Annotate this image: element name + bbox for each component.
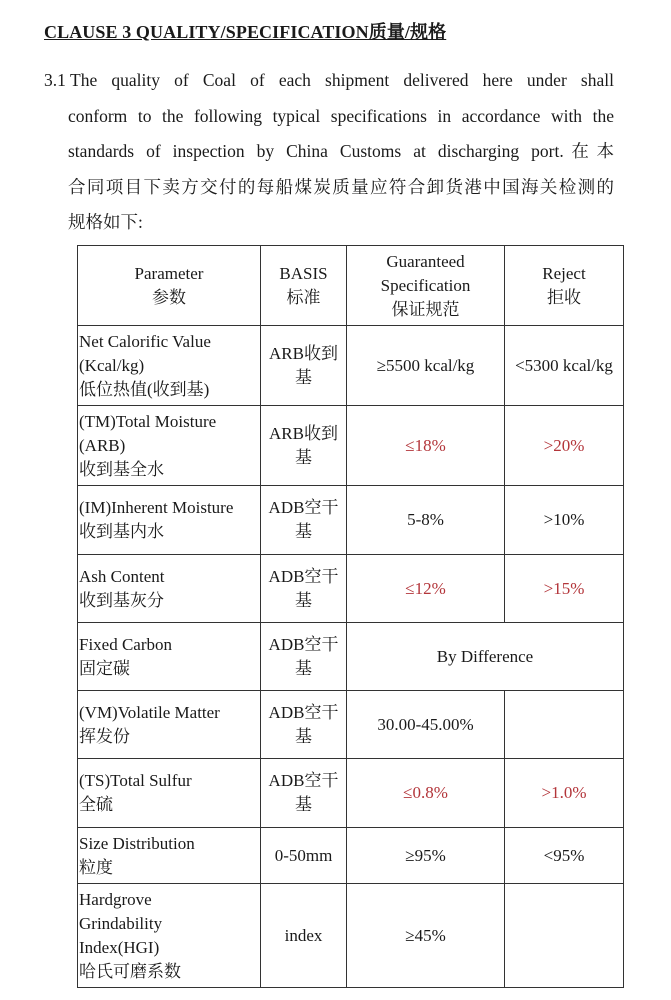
- param-cell: Net Calorific Value (Kcal/kg) 低位热值(收到基): [78, 326, 261, 406]
- table-row: [78, 759, 624, 828]
- guaranteed-cell: ≥45%: [347, 884, 505, 988]
- basis-cell: ADB空干 基: [261, 691, 347, 759]
- basis-cell: ADB空干 基: [261, 759, 347, 828]
- para-line-5: 规格如下:: [68, 212, 143, 232]
- table-row: [78, 486, 624, 555]
- table-row: [78, 623, 624, 691]
- guaranteed-cell: ≤18%: [347, 406, 505, 486]
- table-row: [78, 691, 624, 759]
- param-cell: (IM)Inherent Moisture 收到基内水: [78, 486, 261, 555]
- para-line-3: standards of inspection by China Customs at discharging port.在本: [68, 141, 614, 161]
- reject-cell: >15%: [505, 555, 624, 623]
- merged-spec-cell: By Difference: [347, 623, 624, 691]
- guaranteed-cell: ≤0.8%: [347, 759, 505, 828]
- guaranteed-cell: ≥5500 kcal/kg: [347, 326, 505, 406]
- header-basis: BASIS 标准: [261, 246, 347, 326]
- reject-cell: <95%: [505, 828, 624, 884]
- header-guaranteed-specification: Guaranteed Specification 保证规范: [347, 246, 505, 326]
- clause-heading: CLAUSE 3 QUALITY/SPECIFICATION质量/规格: [44, 22, 447, 42]
- table-row: [78, 326, 624, 406]
- clause-3-1-paragraph: [44, 63, 614, 241]
- reject-cell: [505, 884, 624, 988]
- basis-cell: ADB空干 基: [261, 486, 347, 555]
- basis-cell: index: [261, 884, 347, 988]
- reject-cell: >10%: [505, 486, 624, 555]
- reject-cell: [505, 691, 624, 759]
- param-cell: Hardgrove Grindability Index(HGI) 哈氏可磨系数: [78, 884, 261, 988]
- param-cell: (TS)Total Sulfur 全硫: [78, 759, 261, 828]
- basis-cell: ADB空干 基: [261, 555, 347, 623]
- guaranteed-cell: ≥95%: [347, 828, 505, 884]
- table-row: [78, 555, 624, 623]
- param-cell: (VM)Volatile Matter 挥发份: [78, 691, 261, 759]
- reject-cell: >1.0%: [505, 759, 624, 828]
- reject-cell: >20%: [505, 406, 624, 486]
- guaranteed-cell: ≤12%: [347, 555, 505, 623]
- param-cell: Ash Content 收到基灰分: [78, 555, 261, 623]
- basis-cell: ADB空干 基: [261, 623, 347, 691]
- reject-cell: <5300 kcal/kg: [505, 326, 624, 406]
- basis-cell: ARB收到 基: [261, 326, 347, 406]
- clause-number: 3.1: [44, 70, 66, 90]
- guaranteed-cell: 5-8%: [347, 486, 505, 555]
- table-header-row: [78, 246, 624, 326]
- specification-table: [77, 245, 624, 988]
- guaranteed-cell: 30.00-45.00%: [347, 691, 505, 759]
- table-row: [78, 828, 624, 884]
- param-cell: Size Distribution 粒度: [78, 828, 261, 884]
- para-line-2: conform to the following typical specifications in accordance with the: [68, 105, 614, 126]
- param-cell: (TM)Total Moisture (ARB) 收到基全水: [78, 406, 261, 486]
- table-row: [78, 884, 624, 988]
- basis-cell: 0-50mm: [261, 828, 347, 884]
- header-reject: Reject 拒收: [505, 246, 624, 326]
- param-cell: Fixed Carbon 固定碳: [78, 623, 261, 691]
- table-row: [78, 406, 624, 486]
- para-line-1: 3.1 The quality of Coal of each shipment delivered here under shall: [44, 63, 614, 99]
- header-parameter: Parameter 参数: [78, 246, 261, 326]
- basis-cell: ARB收到 基: [261, 406, 347, 486]
- para-line-4: 合同项目下卖方交付的每船煤炭质量应符合卸货港中国海关检测的: [68, 176, 614, 197]
